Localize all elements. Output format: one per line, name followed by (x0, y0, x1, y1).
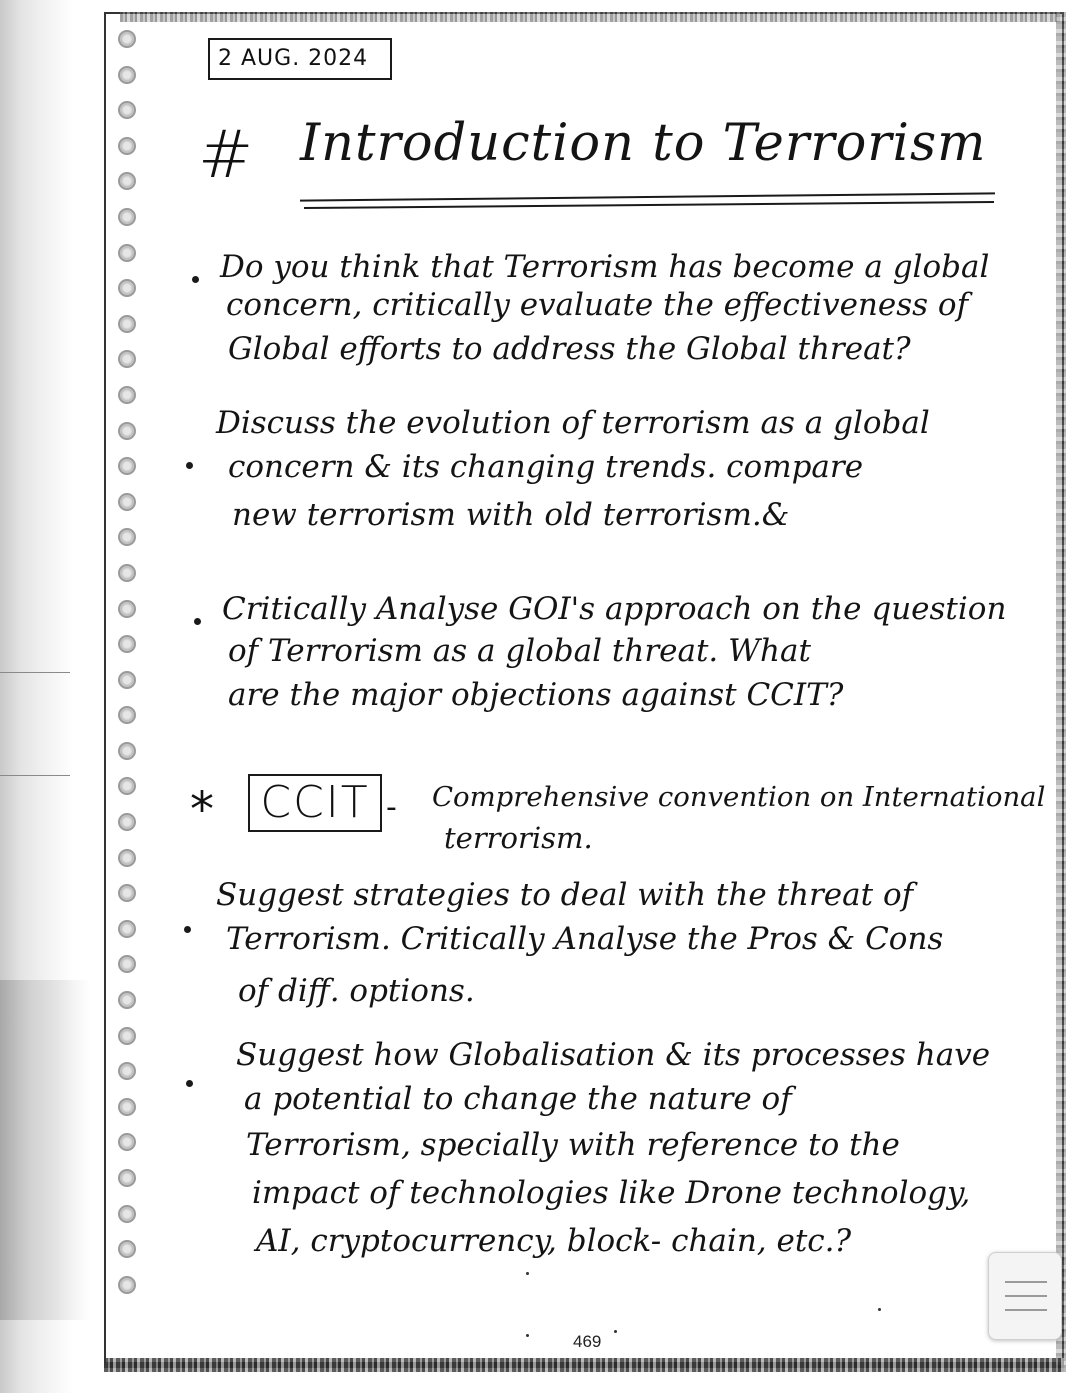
scan-shadow (0, 0, 105, 1393)
pen-dot (526, 1272, 529, 1275)
question-5-line-5: AI, cryptocurrency, block- chain, etc.? (256, 1223, 852, 1259)
binding-hole (118, 706, 136, 724)
menu-bar (1005, 1281, 1047, 1283)
binding-hole (118, 1062, 136, 1080)
ccit-definition-line-1: Comprehensive convention on International (432, 781, 1046, 813)
question-1-line-3: Global efforts to address the Global threat? (228, 331, 911, 367)
pen-dot (878, 1308, 881, 1311)
binding-hole (118, 101, 136, 119)
pen-dot (614, 1330, 617, 1333)
page-edge-top (120, 12, 1060, 22)
question-4-line-1: Suggest strategies to deal with the threat of (216, 877, 914, 913)
question-2-line-1: Discuss the evolution of terrorism as a global (216, 405, 930, 441)
binding-hole (118, 137, 136, 155)
definition-dash: - (386, 790, 397, 825)
binding-hole (118, 457, 136, 475)
question-5-line-4: impact of technologies like Drone technology, (252, 1175, 971, 1211)
question-5-line-1: Suggest how Globalisation & its processes have (236, 1037, 991, 1073)
question-2-line-3: new terrorism with old terrorism.& (232, 497, 790, 533)
binding-hole (118, 1098, 136, 1116)
ccit-definition-line-2: terrorism. (444, 821, 593, 855)
binding-hole (118, 244, 136, 262)
spiral-binding (118, 30, 142, 1311)
binding-hole (118, 30, 136, 48)
binding-hole (118, 777, 136, 795)
bullet-dot (192, 276, 199, 283)
page-title: Introduction to Terrorism (300, 114, 987, 173)
binding-hole (118, 920, 136, 938)
binding-hole (118, 1205, 136, 1223)
binding-hole (118, 813, 136, 831)
binding-hole (118, 884, 136, 902)
binding-hole (118, 600, 136, 618)
binding-hole (118, 955, 136, 973)
question-2-line-2: concern & its changing trends. compare (228, 449, 864, 485)
binding-hole (118, 671, 136, 689)
question-3-line-2: of Terrorism as a global threat. What (228, 633, 811, 669)
binding-hole (118, 350, 136, 368)
question-1-line-2: concern, critically evaluate the effectiveness of (226, 287, 969, 323)
pen-dot (526, 1334, 529, 1337)
question-3-line-3: are the major objections against CCIT? (228, 677, 844, 713)
page-edge-right (1056, 12, 1066, 1372)
binding-hole (118, 564, 136, 582)
bullet-dot (194, 618, 201, 625)
binding-hole (118, 386, 136, 404)
ccit-term-box: CCIT (248, 774, 382, 832)
binding-hole (118, 849, 136, 867)
binding-hole (118, 172, 136, 190)
binding-hole (118, 279, 136, 297)
binding-hole (118, 1276, 136, 1294)
binding-hole (118, 66, 136, 84)
question-1-line-1: Do you think that Terrorism has become a global (220, 249, 990, 285)
bullet-dot (186, 1080, 193, 1087)
bullet-dot (186, 462, 193, 469)
binding-hole (118, 422, 136, 440)
page-edge-bottom (104, 1358, 1064, 1372)
date-box: 2 AUG. 2024 (208, 38, 392, 80)
question-5-line-3: Terrorism, specially with reference to the (246, 1127, 900, 1163)
question-5-line-2: a potential to change the nature of (244, 1081, 792, 1117)
scan-artifact (0, 775, 70, 776)
binding-hole (118, 1169, 136, 1187)
question-3-line-1: Critically Analyse GOI's approach on the question (222, 591, 1007, 627)
scan-artifact (0, 672, 70, 673)
menu-button[interactable] (988, 1252, 1062, 1340)
title-hash-marker: # (198, 116, 254, 193)
binding-hole (118, 991, 136, 1009)
bullet-dot (184, 926, 191, 933)
binding-hole (118, 742, 136, 760)
page-number: 469 (573, 1332, 602, 1351)
binding-hole (118, 1133, 136, 1151)
menu-bar (1005, 1295, 1047, 1297)
menu-bar (1005, 1309, 1047, 1311)
question-4-line-2: Terrorism. Critically Analyse the Pros & Cons (226, 921, 944, 957)
binding-hole (118, 315, 136, 333)
binding-hole (118, 208, 136, 226)
binding-hole (118, 1240, 136, 1258)
binding-hole (118, 635, 136, 653)
asterisk-marker: * (190, 782, 214, 838)
binding-hole (118, 528, 136, 546)
binding-hole (118, 493, 136, 511)
question-4-line-3: of diff. options. (238, 973, 475, 1009)
binding-hole (118, 1027, 136, 1045)
